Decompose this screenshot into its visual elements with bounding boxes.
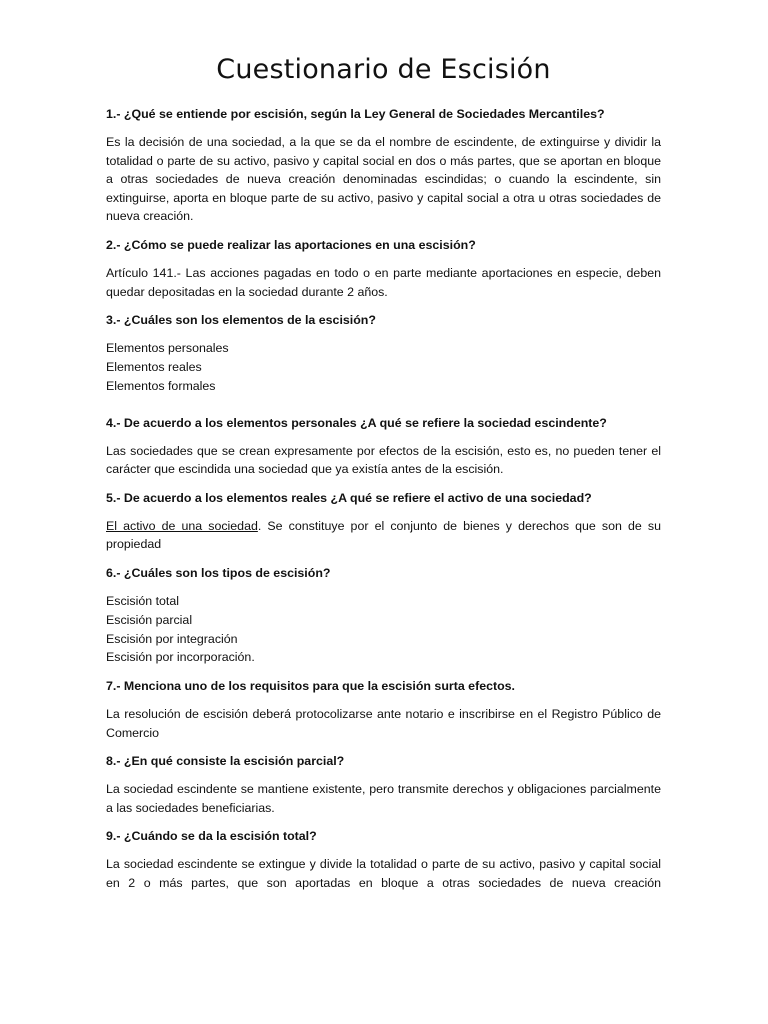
answer-7: La resolución de escisión deberá protocolizarse ante notario e inscribirse en el Registro Público de Comercio bbox=[106, 707, 661, 740]
answer-1: Es la decisión de una sociedad, a la que se da el nombre de escindente, de extinguirse y dividir la totalidad o parte de su activo, pasivo y capital social en dos o más partes, que se aportan en bloque a otras sociedades de nueva creación denominadas escindidas; o cuando la escindente, sin extinguirse, aporta en bloque parte de su activo, pasivo y capital social a otra u otras sociedades de nueva creación. bbox=[106, 135, 661, 224]
question-1: 1.- ¿Qué se entiende por escisión, según la Ley General de Sociedades Mercantiles? bbox=[106, 107, 605, 121]
question-2: 2.- ¿Cómo se puede realizar las aportaciones en una escisión? bbox=[106, 237, 476, 252]
answer-9: La sociedad escindente se extingue y divide la totalidad o parte de su activo, pasivo y capital social en 2 o más partes, que son aportadas en bloque a otras sociedades de nueva creación bbox=[106, 857, 661, 891]
list-item: Elementos formales bbox=[106, 378, 216, 393]
document-page bbox=[106, 50, 661, 903]
answer-2: Artículo 141.- Las acciones pagadas en todo o en parte mediante aportaciones en especie, deben quedar depositadas en la sociedad durante 2 años. bbox=[106, 265, 661, 299]
answer-5-text: . Se constituye por el conjunto de bienes y derechos que son de su propiedad bbox=[106, 518, 661, 552]
list-item: Elementos personales bbox=[106, 341, 229, 356]
list-item: Escisión por incorporación. bbox=[106, 650, 255, 665]
answer-5 bbox=[106, 517, 661, 554]
document-title: Cuestionario de Escisión bbox=[216, 54, 551, 85]
question-5: 5.- De acuerdo a los elementos reales ¿A qué se refiere el activo de una sociedad? bbox=[106, 490, 592, 505]
answer-8: La sociedad escindente se mantiene existente, pero transmite derechos y obligaciones parcialmente a las sociedades beneficiarias. bbox=[106, 782, 661, 815]
question-3: 3.- ¿Cuáles son los elementos de la escisión? bbox=[106, 313, 376, 328]
question-9: 9.- ¿Cuándo se da la escisión total? bbox=[106, 829, 317, 844]
answer-4: Las sociedades que se crean expresamente por efectos de la escisión, esto es, no pueden tener el carácter que escindida una sociedad que ya existía antes de la escisión. bbox=[106, 443, 661, 477]
question-6: 6.- ¿Cuáles son los tipos de escisión? bbox=[106, 565, 331, 580]
question-4: 4.- De acuerdo a los elementos personales ¿A qué se refiere la sociedad escindente? bbox=[106, 415, 607, 430]
question-7: 7.- Menciona uno de los requisitos para que la escisión surta efectos. bbox=[106, 679, 515, 694]
list-item: Escisión total bbox=[106, 593, 180, 608]
answer-6-list bbox=[106, 592, 661, 667]
list-item: Elementos reales bbox=[106, 359, 202, 374]
underlined-term: El activo de una sociedad bbox=[106, 518, 258, 533]
question-8: 8.- ¿En qué consiste la escisión parcial? bbox=[106, 754, 345, 769]
list-item: Escisión por integración bbox=[106, 631, 238, 646]
answer-3-list bbox=[106, 339, 661, 395]
list-item: Escisión parcial bbox=[106, 612, 193, 627]
